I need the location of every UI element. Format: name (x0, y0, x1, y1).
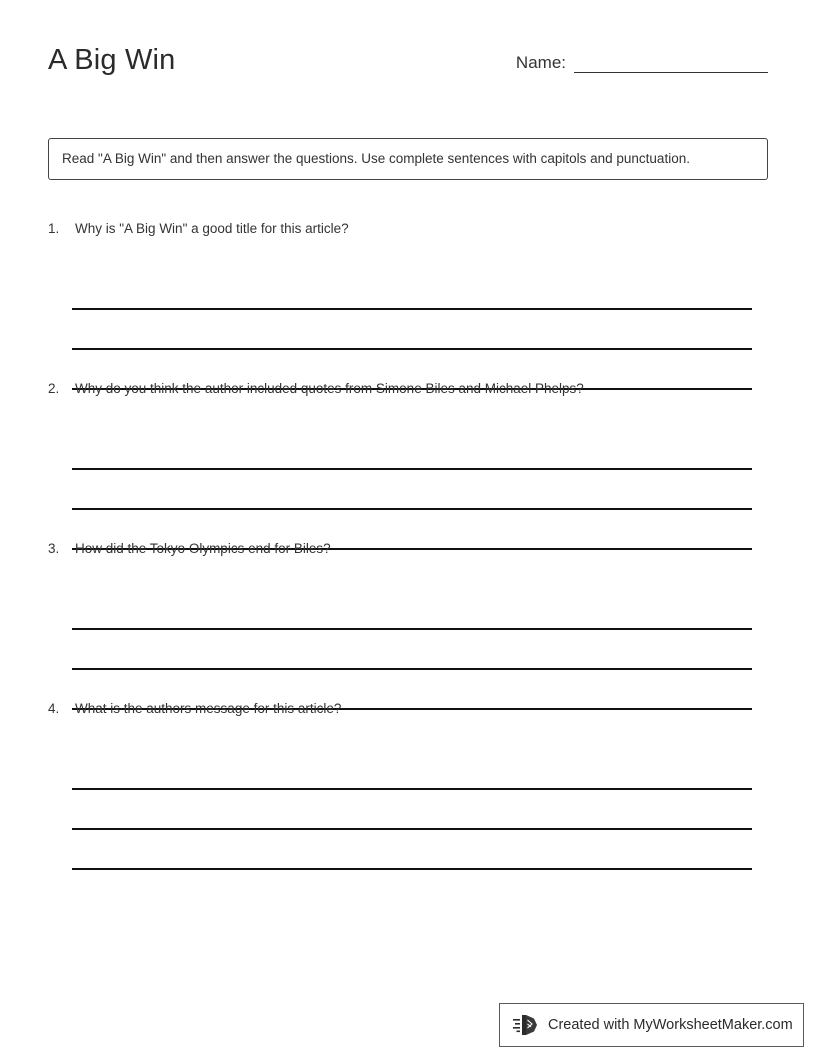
name-field (516, 52, 768, 73)
question-heading (48, 219, 768, 239)
worksheet-maker-logo-icon (513, 1013, 539, 1037)
badge-label: Created with MyWorksheetMaker.com (548, 1017, 793, 1033)
question-item (48, 699, 768, 859)
question-number: 1. (48, 221, 60, 236)
answer-line[interactable] (72, 590, 752, 630)
questions-list (48, 219, 768, 859)
answer-line[interactable] (72, 830, 752, 870)
question-item (48, 539, 768, 699)
question-number: 3. (48, 541, 60, 556)
instructions-text: Read "A Big Win" and then answer the questions. Use complete sentences with capitols and punctuation. (62, 151, 690, 166)
worksheet-header (48, 44, 768, 100)
question-number: 4. (48, 701, 60, 716)
question-text: How did the Tokyo Olympics end for Biles? (75, 541, 331, 556)
answer-area (72, 750, 752, 870)
question-text: Why do you think the author included quotes from Simone Biles and Michael Phelps? (75, 381, 584, 396)
name-input[interactable] (574, 52, 768, 73)
instructions-box (48, 138, 768, 180)
question-heading (48, 379, 768, 399)
question-heading (48, 539, 768, 559)
answer-area (72, 590, 752, 710)
answer-area (72, 430, 752, 550)
answer-line[interactable] (72, 790, 752, 830)
answer-line[interactable] (72, 470, 752, 510)
page-title: A Big Win (48, 44, 176, 76)
question-text: What is the authors message for this article? (75, 701, 342, 716)
answer-line[interactable] (72, 430, 752, 470)
answer-area (72, 270, 752, 390)
question-number: 2. (48, 381, 60, 396)
question-item (48, 219, 768, 379)
answer-line[interactable] (72, 270, 752, 310)
created-with-badge[interactable] (499, 1003, 804, 1047)
name-label: Name: (515, 53, 566, 72)
answer-line[interactable] (72, 310, 752, 350)
answer-line[interactable] (72, 750, 752, 790)
question-item (48, 379, 768, 539)
question-heading (48, 699, 768, 719)
question-text: Why is "A Big Win" a good title for this article? (75, 221, 349, 236)
answer-line[interactable] (72, 630, 752, 670)
